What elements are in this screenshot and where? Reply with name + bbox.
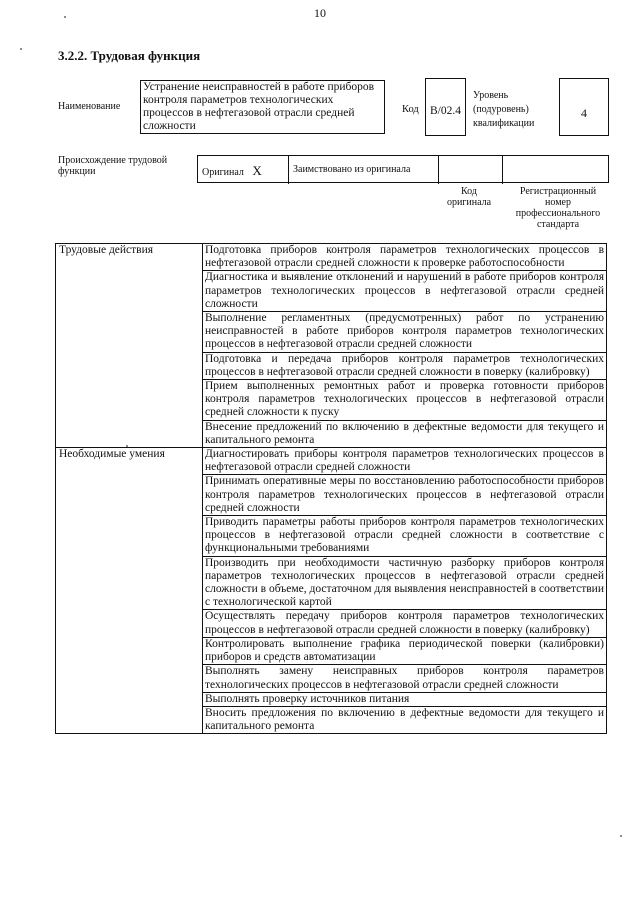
table-cell: Выполнение регламентных (предусмотренных) работ по устранению неисправностей в работе приборов контроля параметров технологических процессов в нефтегазовой отрасли средней сложности — [203, 312, 607, 353]
table-cell: Принимать оперативные меры по восстановлению работоспособности приборов контроля параметров технологических процессов в нефтегазовой отрасли средней сложности — [203, 475, 607, 516]
table-row — [56, 448, 607, 475]
labor-function-table — [55, 243, 607, 734]
original-label: Оригинал — [202, 167, 244, 178]
caption-code-line-2: оригинала — [446, 197, 492, 208]
table-cell: Диагностика и выявление отклонений и нарушений в работе приборов контроля параметров технологических процессов в нефтегазовой отрасли средней сложности — [203, 271, 607, 312]
level-label-line-3: квалификации — [473, 118, 535, 129]
table-cell: Подготовка и передача приборов контроля параметров технологических процессов в нефтегазовой отрасли средней сложности в поверку (калибровку) — [203, 352, 607, 379]
table-cell: Внесение предложений по включению в дефектные ведомости для текущего и капитального ремонта — [203, 420, 607, 447]
table-cell: Выполнять замену неисправных приборов контроля параметров технологических процессов в нефтегазовой отрасли средней сложности — [203, 665, 607, 692]
table-cell: Контролировать выполнение графика периодической поверки (калибровки) приборов и средств автоматизации — [203, 637, 607, 664]
origin-original-cell — [198, 156, 288, 184]
table-cell: Подготовка приборов контроля параметров технологических процессов в нефтегазовой отрасли средней сложности к проверке работоспособности — [203, 244, 607, 271]
code-value: B/02.4 — [425, 78, 466, 136]
name-value: Устранение неисправностей в работе приборов контроля параметров технологических процессов в нефтегазовой отрасли средней сложности — [140, 80, 385, 134]
name-label: Наименование — [58, 101, 121, 112]
table-cell: Диагностировать приборы контроля параметров технологических процессов в нефтегазовой отрасли средней сложности — [203, 448, 607, 475]
section-heading-skills: Необходимые умения — [56, 448, 203, 734]
table-cell: Осуществлять передачу приборов контроля параметров технологических процессов в нефтегазовой отрасли средней сложности в поверку (калибровку) — [203, 610, 607, 637]
table-cell: Вносить предложения по включению в дефектные ведомости для текущего и капитального ремонта — [203, 706, 607, 733]
origin-code-cell — [438, 156, 502, 184]
scan-speck — [620, 835, 622, 837]
level-value: 4 — [559, 78, 609, 136]
level-label-line-2: (подуровень) — [473, 104, 529, 115]
original-mark: X — [252, 163, 262, 178]
caption-code-original — [437, 186, 501, 208]
origin-row — [197, 155, 609, 183]
origin-label: Происхождение трудовой функции — [58, 155, 168, 177]
table-cell: Приводить параметры работы приборов контроля параметров технологических процессов в нефтегазовой отрасли средней сложности в соответствие с функциональными требованиями — [203, 516, 607, 557]
scan-speck — [20, 48, 22, 50]
borrowed-label: Заимствовано из оригинала — [293, 164, 411, 175]
caption-reg-number: Регистрационный номер профессионального стандарта — [515, 186, 601, 230]
table-cell: Выполнять проверку источников питания — [203, 692, 607, 706]
section-heading-actions: Трудовые действия — [56, 244, 203, 448]
page-number: 10 — [314, 6, 326, 20]
section-title: 3.2.2. Трудовая функция — [58, 48, 201, 63]
scan-speck — [126, 445, 128, 447]
scan-speck — [64, 16, 66, 18]
level-label-line-1: Уровень — [473, 90, 509, 101]
level-label — [473, 90, 534, 129]
table-row — [56, 244, 607, 271]
code-label: Код — [402, 104, 419, 115]
origin-borrowed-cell — [288, 156, 438, 184]
table-cell: Производить при необходимости частичную разборку приборов контроля параметров технологических процессов в нефтегазовой отрасли средней сложности в объеме, достаточном для выявления неисправностей в соответствии с технологической картой — [203, 556, 607, 610]
table-cell: Прием выполненных ремонтных работ и проверка готовности приборов контроля параметров технологических процессов в нефтегазовой отрасли средней сложности к пуску — [203, 380, 607, 421]
caption-code-line-1: Код — [461, 186, 477, 197]
origin-reg-cell — [502, 156, 608, 184]
